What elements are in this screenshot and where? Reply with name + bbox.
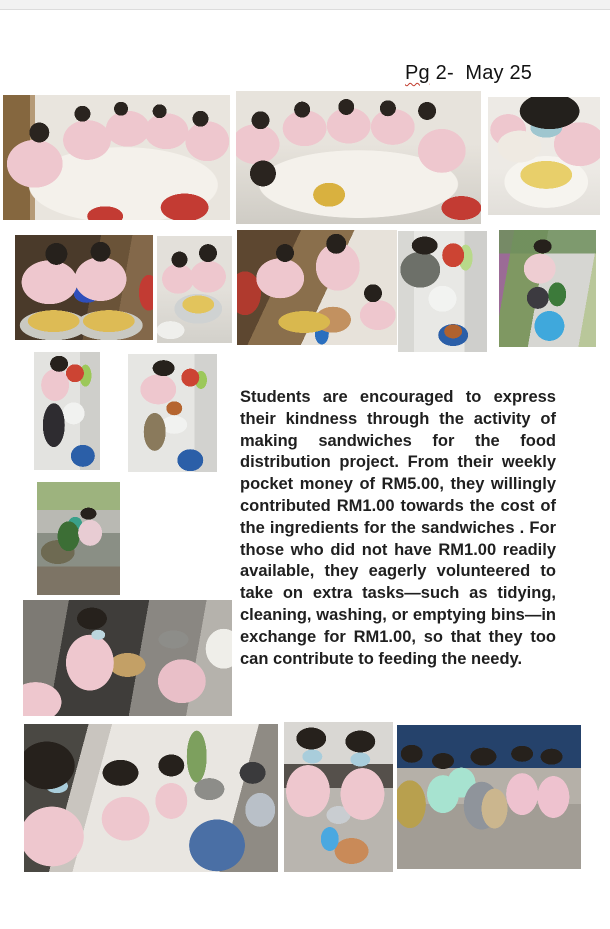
body-paragraph: Students are encouraged to express their kindness through the activity of making sandwiches for the food distribution project. From their weekly pocket money of RM5.00, they willingly contributed RM1.00 towards the cost of the ingredients for the sandwiches . For those who did not have RM1.00 readily available, they eagerly volunteered to take on extra tasks—such as tidying, cleaning, washing, or emptying bins—in exchange for RM1.00, so that they too can contribute to feeding the needy. (240, 388, 556, 668)
photo-sandwich-table-1 (3, 95, 230, 220)
photo-street-distribution (24, 724, 278, 872)
page-number-label: Pg (405, 62, 430, 84)
photo-carrying-trash-bag (499, 230, 596, 347)
photo-toilet-cleaning-1 (34, 352, 100, 470)
photo-kitchen-prep (237, 230, 397, 345)
viewer-top-edge (0, 0, 610, 10)
photo-toilet-cleaning-2 (128, 354, 217, 472)
page-date-label: 2- May 25 (429, 62, 533, 84)
photo-food-handover-van (23, 600, 232, 716)
photo-sandwich-table-2 (236, 91, 481, 224)
photo-drink-handover (284, 722, 393, 872)
photo-emptying-bins (37, 482, 120, 595)
photo-butter-mixing (488, 97, 600, 215)
photo-foil-trays (15, 235, 153, 340)
photo-mixing-bowl-pair (157, 236, 232, 343)
page-header (405, 62, 532, 85)
photo-bathroom-cleaning (398, 231, 487, 352)
photo-group-distribution (397, 725, 581, 869)
